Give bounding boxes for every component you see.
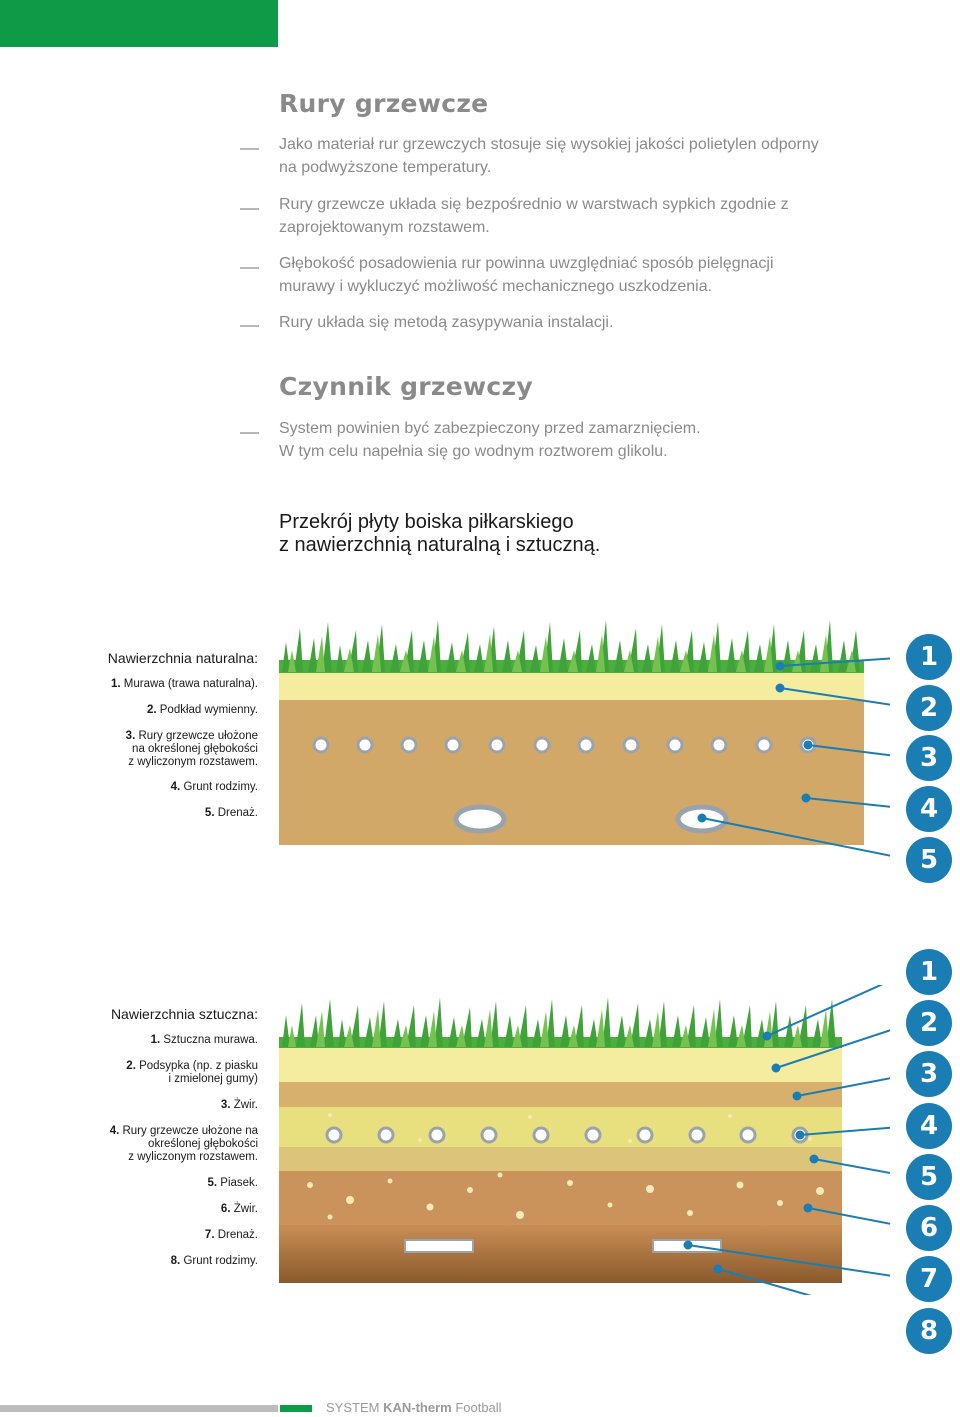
legend-text: Murawa (trawa naturalna). — [123, 678, 258, 690]
native-soil-layer — [279, 1225, 842, 1283]
legend-item — [221, 1203, 258, 1216]
footer-label — [326, 1400, 502, 1415]
bullet-dash — [240, 432, 259, 434]
legend-item — [205, 1229, 258, 1242]
section-title-heating-pipes: Rury grzewcze — [279, 89, 489, 118]
paragraph: Rury grzewcze układa się bezpośrednio w warstwach sypkich zgodnie z zaprojektowanym rozstawem. — [279, 196, 789, 236]
legend-item — [126, 1060, 258, 1086]
legend-number: 3. — [125, 730, 136, 742]
legend-number: 4. — [109, 1125, 120, 1137]
legend-item — [207, 1177, 258, 1190]
legend-number: 1. — [150, 1034, 161, 1046]
footer-accent — [280, 1405, 312, 1412]
bullet-dash — [240, 267, 259, 269]
marker-3: 3 — [906, 1051, 952, 1097]
legend-number: 8. — [170, 1255, 181, 1267]
marker-2: 2 — [906, 1000, 952, 1046]
marker-5: 5 — [906, 1154, 952, 1200]
legend-text: Grunt rodzimy. — [183, 1255, 258, 1267]
paragraph: Jako materiał rur grzewczych stosuje się wysokiej jakości polietylen odporny na podwyższone temperatury. — [279, 136, 819, 176]
legend-number: 4. — [170, 781, 181, 793]
paragraph: System powinien być zabezpieczony przed zamarznięciem. W tym celu napełnia się go wodnym roztworem glikolu. — [279, 420, 701, 460]
marker-3: 3 — [906, 735, 952, 781]
legend-text: Rury grzewcze ułożone na określonej głębokości z wyliczonym rozstawem. — [122, 1125, 258, 1163]
bullet-dash — [240, 208, 259, 210]
legend-number: 7. — [204, 1229, 215, 1241]
legend-item — [111, 678, 258, 691]
infill-layer — [279, 1047, 842, 1082]
legend-item — [171, 781, 258, 794]
gravel-layer-upper — [279, 1082, 842, 1107]
bullet-dash — [240, 325, 259, 327]
legend-text: Grunt rodzimy. — [183, 781, 258, 793]
legend-text: Sztuczna murawa. — [163, 1034, 258, 1046]
section-title-heating-medium: Czynnik grzewczy — [279, 372, 533, 401]
marker-1: 1 — [906, 949, 952, 995]
legend-number: 6. — [220, 1203, 231, 1215]
legend-item — [126, 730, 258, 769]
legend-item — [205, 807, 258, 820]
soil-layer — [279, 700, 864, 845]
marker-1: 1 — [906, 634, 952, 680]
legend-text: Podkład wymienny. — [159, 704, 258, 716]
legend-number: 5. — [204, 807, 215, 819]
paragraph: Rury układa się metodą zasypywania instalacji. — [279, 314, 614, 331]
marker-2: 2 — [906, 685, 952, 731]
legend-number: 2. — [146, 704, 157, 716]
diagram-title-line: Przekrój płyty boiska piłkarskiego — [279, 511, 574, 533]
legend-item — [147, 704, 258, 717]
legend-text: Drenaż. — [217, 1229, 258, 1241]
gravel-layer-lower — [279, 1170, 842, 1225]
marker-4: 4 — [906, 1103, 952, 1149]
diagram-title — [279, 511, 600, 557]
legend-number: 3. — [220, 1099, 231, 1111]
bullet-dash — [240, 148, 259, 150]
legend-number: 5. — [207, 1177, 218, 1189]
grass-layer — [279, 997, 842, 1048]
legend-item — [151, 1034, 258, 1047]
marker-4: 4 — [906, 786, 952, 832]
footer-bar — [0, 1405, 278, 1412]
artificial-legend-heading: Nawierzchnia sztuczna: — [110, 1006, 258, 1022]
paragraph: Głębokość posadowienia rur powinna uwzględniać sposób pielęgnacji murawy i wykluczyć możliwość mechanicznego uszkodzenia. — [279, 255, 774, 295]
legend-text: Żwir. — [233, 1099, 258, 1111]
legend-text: Piasek. — [220, 1177, 258, 1189]
header-accent-bar — [0, 0, 278, 47]
artificial-cross-section — [270, 985, 890, 1295]
legend-number: 1. — [110, 678, 121, 690]
sand-layer — [279, 1147, 842, 1171]
legend-text: Żwir. — [233, 1203, 258, 1215]
marker-7: 7 — [906, 1256, 952, 1302]
legend-text: Drenaż. — [217, 807, 258, 819]
legend-item — [171, 1255, 258, 1268]
legend-item — [221, 1099, 258, 1112]
marker-6: 6 — [906, 1205, 952, 1251]
legend-item — [110, 1125, 258, 1164]
natural-cross-section — [270, 600, 890, 870]
legend-number: 2. — [126, 1060, 136, 1072]
marker-8: 8 — [906, 1308, 952, 1354]
diagram-title-line: z nawierzchnią naturalną i sztuczną. — [279, 534, 601, 556]
marker-5: 5 — [906, 837, 952, 883]
footer-suffix: Football — [451, 1400, 502, 1415]
footer-prefix: SYSTEM — [326, 1400, 384, 1415]
soil-bottom-edge — [279, 845, 864, 870]
footer-brand: KAN-therm — [383, 1400, 452, 1415]
pipe-layer — [279, 1107, 842, 1147]
legend-text: Podsypka (np. z piasku i zmielonej gumy) — [139, 1060, 258, 1085]
legend-text: Rury grzewcze ułożone na określonej głębokości z wyliczonym rozstawem. — [128, 730, 258, 768]
natural-legend-heading: Nawierzchnia naturalna: — [107, 650, 258, 666]
